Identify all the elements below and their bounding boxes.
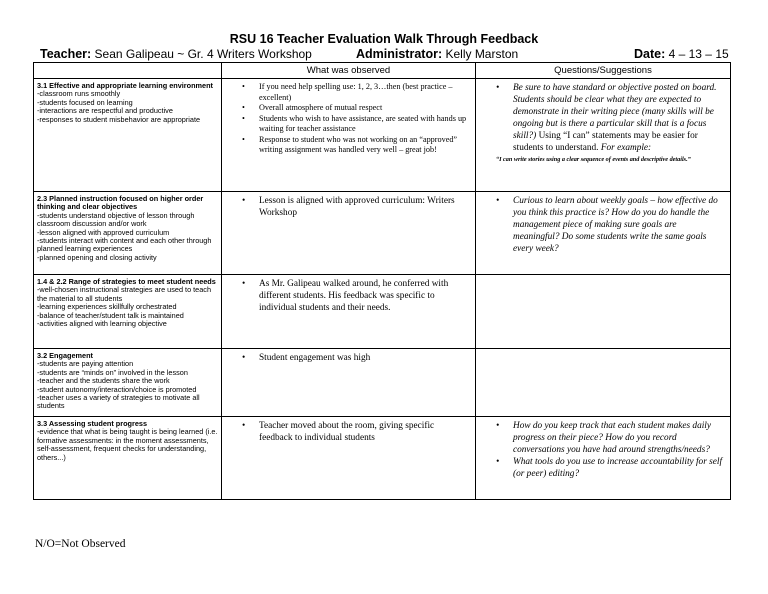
footnote: N/O=Not Observed [35,538,126,550]
questions-cell [476,417,731,500]
observed-cell [222,192,476,275]
observed-cell [222,417,476,500]
question-text: Be sure to have standard or objective posted on board. Students should be clear what they are expected to demonstrate in their writing piece (many skills will be ongoing but is there a particular skill that is a focus skill?) [513,83,717,141]
criteria-title: 3.3 Assessing student progress [37,419,148,428]
question-text: For example: [600,143,652,153]
observed-column-header: What was observed [222,63,476,79]
observed-list [222,420,475,444]
criteria-title: 3.2 Engagement [37,351,93,360]
criteria-item: -students interact with content and each other through planned learning experiences [37,236,212,254]
observed-item: • If you need help spelling use: 1, 2, 3…then (best practice – excellent) [222,82,469,103]
criteria-title: 3.1 Effective and appropriate learning environment [37,81,213,90]
example-note-text: I can write stories using a clear sequence of events and descriptive details. [499,156,688,163]
feedback-table [33,62,731,500]
criteria-item: -teacher and the students share the work [37,376,170,386]
criteria-cell [34,349,222,417]
observed-item: • Response to student who was not working on an “approved” writing assignment was handled very well – great job! [222,135,469,156]
observed-item: • As Mr. Galipeau walked around, he conferred with different students. His feedback was specific to individual students and their needs. [222,278,469,314]
question-text: Using “I can” statements may be easier for students to understand. [513,131,698,153]
questions-cell [476,192,731,275]
criteria-item: -students are “minds on” involved in the lesson [37,367,188,377]
criteria-item: -balance of teacher/student talk is maintained [37,310,184,320]
questions-cell [476,349,731,417]
teacher-label: Teacher: [40,47,92,61]
questions-column-header: Questions/Suggestions [476,63,731,79]
observed-item: • Overall atmosphere of mutual respect [222,103,469,114]
questions-cell [476,79,731,192]
criteria-item: -student autonomy/interaction/choice is promoted [37,384,197,394]
table-header-row [34,63,731,79]
observed-list [222,195,475,219]
criteria-item: -interactions are respectful and productive [37,106,173,116]
criteria-cell [34,417,222,500]
questions-cell [476,275,731,349]
criteria-title: 2.3 Planned instruction focused on higher order thinking and clear objectives [37,194,204,212]
example-note: “I can write stories using a clear sequence of events and descriptive details.” [496,156,691,163]
criteria-item: -teacher uses a variety of strategies to motivate all students [37,393,200,411]
date-label: Date: [634,47,666,61]
observed-cell [222,275,476,349]
criteria-cell [34,275,222,349]
observed-list [222,352,475,364]
questions-list [476,420,730,480]
observed-list [222,82,475,156]
question-item [476,82,724,154]
criteria-item: -classroom runs smoothly [37,89,121,99]
question-item: • What tools do you use to increase accountability for self (or peer) editing? [476,456,724,480]
document-title: RSU 16 Teacher Evaluation Walk Through Feedback [229,32,539,46]
observed-cell [222,349,476,417]
criteria-item: -students focused on learning [37,97,133,107]
criteria-item: -planned opening and closing activity [37,252,157,262]
questions-list [476,82,730,154]
observed-list [222,278,475,314]
criteria-column-header [34,63,222,79]
observed-item: • Teacher moved about the room, giving specific feedback to individual students [222,420,469,444]
table-row [34,417,731,500]
question-item: • How do you keep track that each student makes daily progress on their piece? How do you record conversations you have had around strengths/needs? [476,420,724,456]
date-field [634,47,729,61]
table-row [34,79,731,192]
administrator-field [356,47,518,61]
questions-list [476,195,730,255]
criteria-item: -learning experiences skillfully orchestrated [37,302,177,312]
observed-item: • Student engagement was high [222,352,469,364]
criteria-title: 1.4 & 2.2 Range of strategies to meet student needs [37,277,216,286]
administrator-label: Administrator: [356,47,443,61]
criteria-item: -lesson aligned with approved curriculum [37,227,170,237]
table-row [34,275,731,349]
teacher-value: Sean Galipeau ~ Gr. 4 Writers Workshop [94,47,312,61]
observed-item: • Students who wish to have assistance, are seated with hands up waiting for teacher assistance [222,114,469,135]
criteria-item: -students understand objective of lesson through classroom discussion and/or work [37,210,195,229]
criteria-cell [34,192,222,275]
observed-item: • Lesson is aligned with approved curriculum: Writers Workshop [222,195,469,219]
table-row [34,192,731,275]
teacher-field [40,47,312,61]
criteria-item: -activities aligned with learning objective [37,319,167,329]
administrator-value: Kelly Marston [445,47,519,61]
criteria-cell [34,79,222,192]
criteria-item: -students are paying attention [37,359,134,369]
criteria-item: -responses to student misbehavior are appropriate [37,114,201,124]
criteria-item: -well-chosen instructional strategies are used to teach the material to all students [37,285,211,303]
table-row [34,349,731,417]
criteria-item: -evidence that what is being taught is being learned (i.e. formative assessments: in the moment assessments, self-assessment, frequent checks for understanding, others...) [37,427,218,462]
date-value: 4 – 13 – 15 [668,47,729,61]
question-item: • Curious to learn about weekly goals – how effective do you think this practice is? How do you do handle the management piece of making sure goals are meaningful? Do some students write the same goals every week? [476,195,724,255]
observed-cell [222,79,476,192]
